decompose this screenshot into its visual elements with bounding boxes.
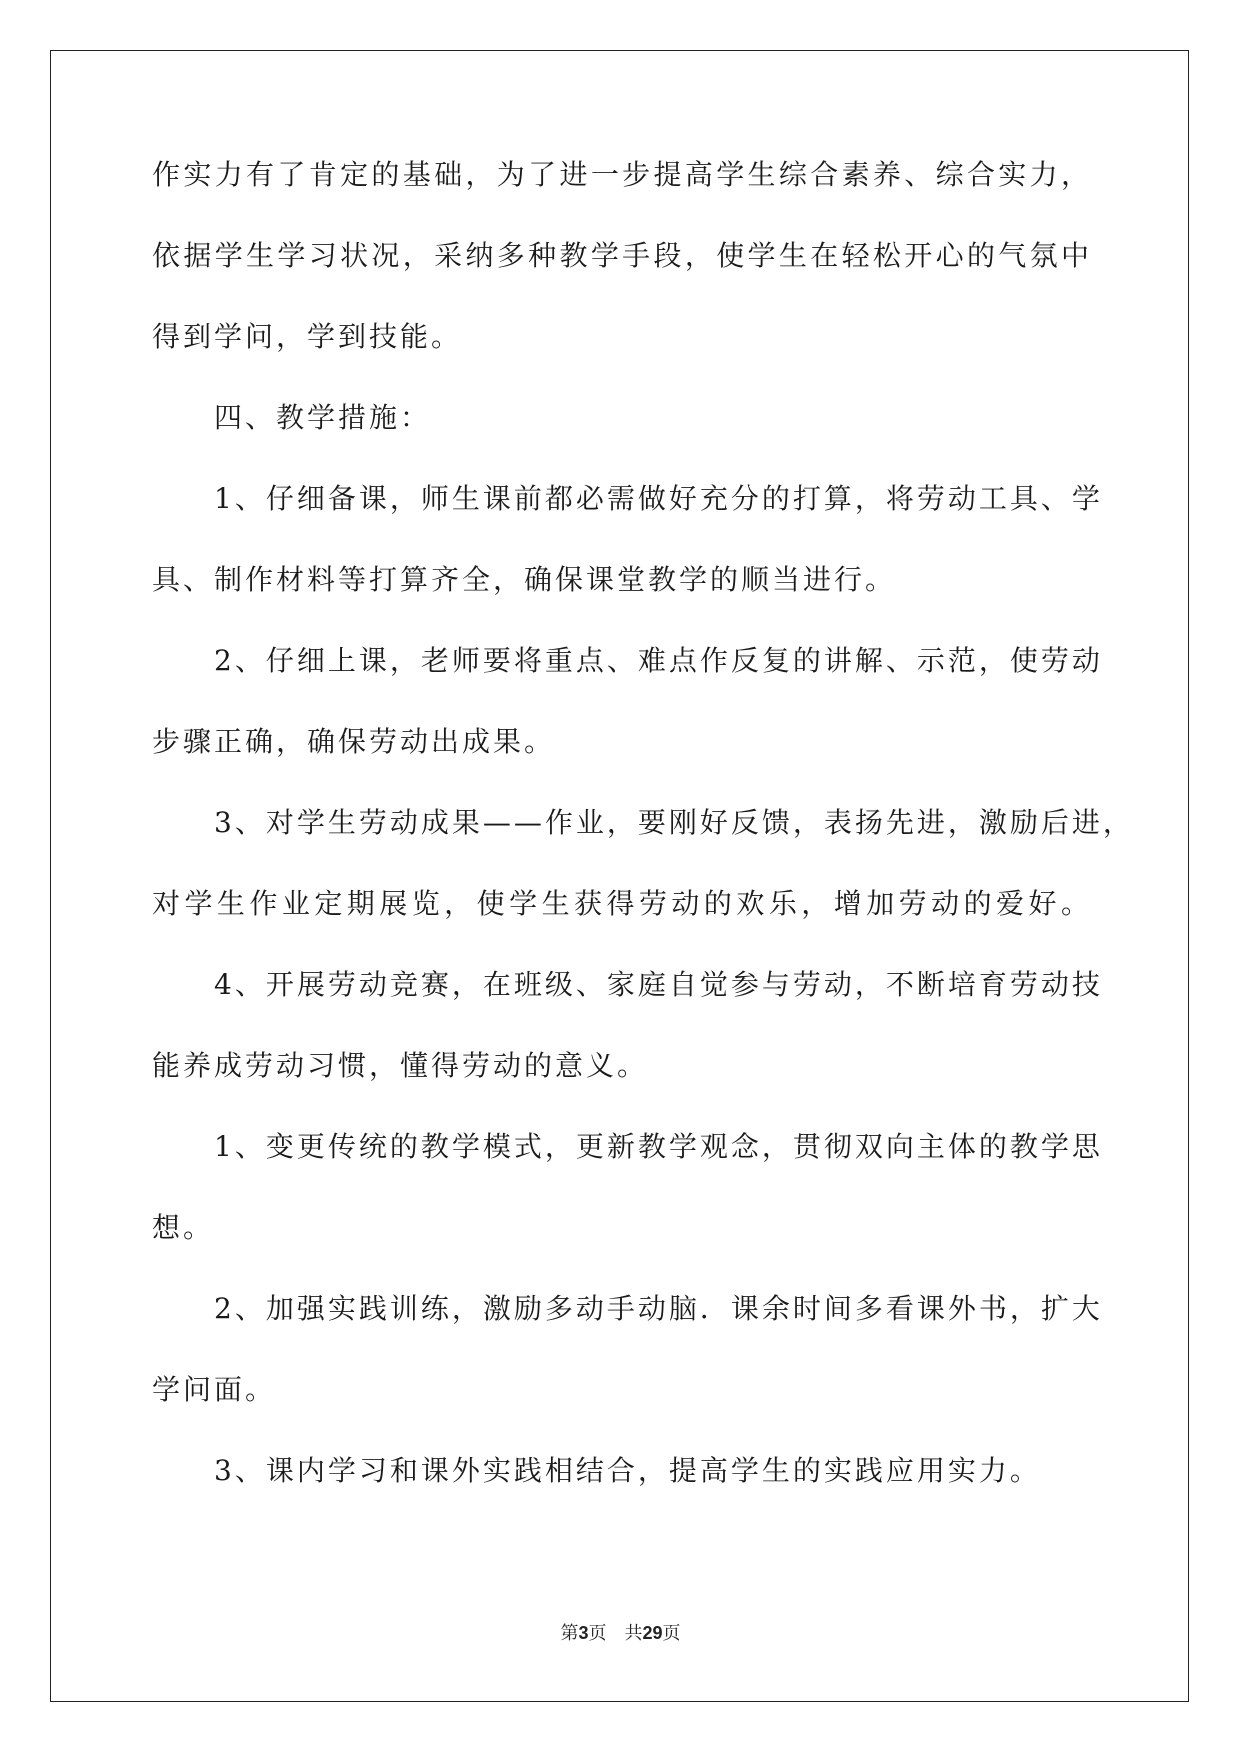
text-line: 想。 [152,1211,215,1244]
text-line: 1、变更传统的教学模式，更新教学观念，贯彻双向主体的教学思 [214,1130,1103,1163]
text-line: 2、加强实践训练，激励多动手动脑．课余时间多看课外书，扩大 [214,1292,1103,1325]
text-line: 3、课内学习和课外实践相结合，提高学生的实践应用实力。 [214,1454,1041,1487]
text-line: 1、仔细备课，师生课前都必需做好充分的打算，将劳动工具、学 [214,482,1103,515]
text-line: 对学生作业定期展览，使学生获得劳动的欢乐，增加劳动的爱好。 [152,887,1092,920]
text-line: 4、开展劳动竞赛，在班级、家庭自觉参与劳动，不断培育劳动技 [214,968,1103,1001]
text-line: 得到学问，学到技能。 [152,320,463,353]
text-line: 具、制作材料等打算齐全，确保课堂教学的顺当进行。 [152,563,897,596]
footer-mid: 页 共 [588,1623,643,1644]
text-line: 能养成劳动习惯，懂得劳动的意义。 [152,1049,649,1082]
text-line: 学问面。 [152,1373,277,1406]
text-line: 3、对学生劳动成果——作业，要刚好反馈，表扬先进，激励后进， [214,806,1134,839]
text-line: 步骤正确，确保劳动出成果。 [152,725,556,758]
total-page-count: 29 [642,1623,663,1643]
page-footer [0,1623,1241,1644]
text-line: 依据学生学习状况，采纳多种教学手段，使学生在轻松开心的气氛中 [152,239,1092,272]
footer-suffix: 页 [662,1623,681,1644]
footer-prefix: 第 [560,1623,579,1644]
text-line: 作实力有了肯定的基础，为了进一步提高学生综合素养、综合实力， [152,158,1092,191]
document-body [152,158,1134,1537]
text-line: 2、仔细上课，老师要将重点、难点作反复的讲解、示范，使劳动 [214,644,1103,677]
section-heading: 四、教学措施： [214,401,432,434]
current-page-number: 3 [578,1623,589,1643]
